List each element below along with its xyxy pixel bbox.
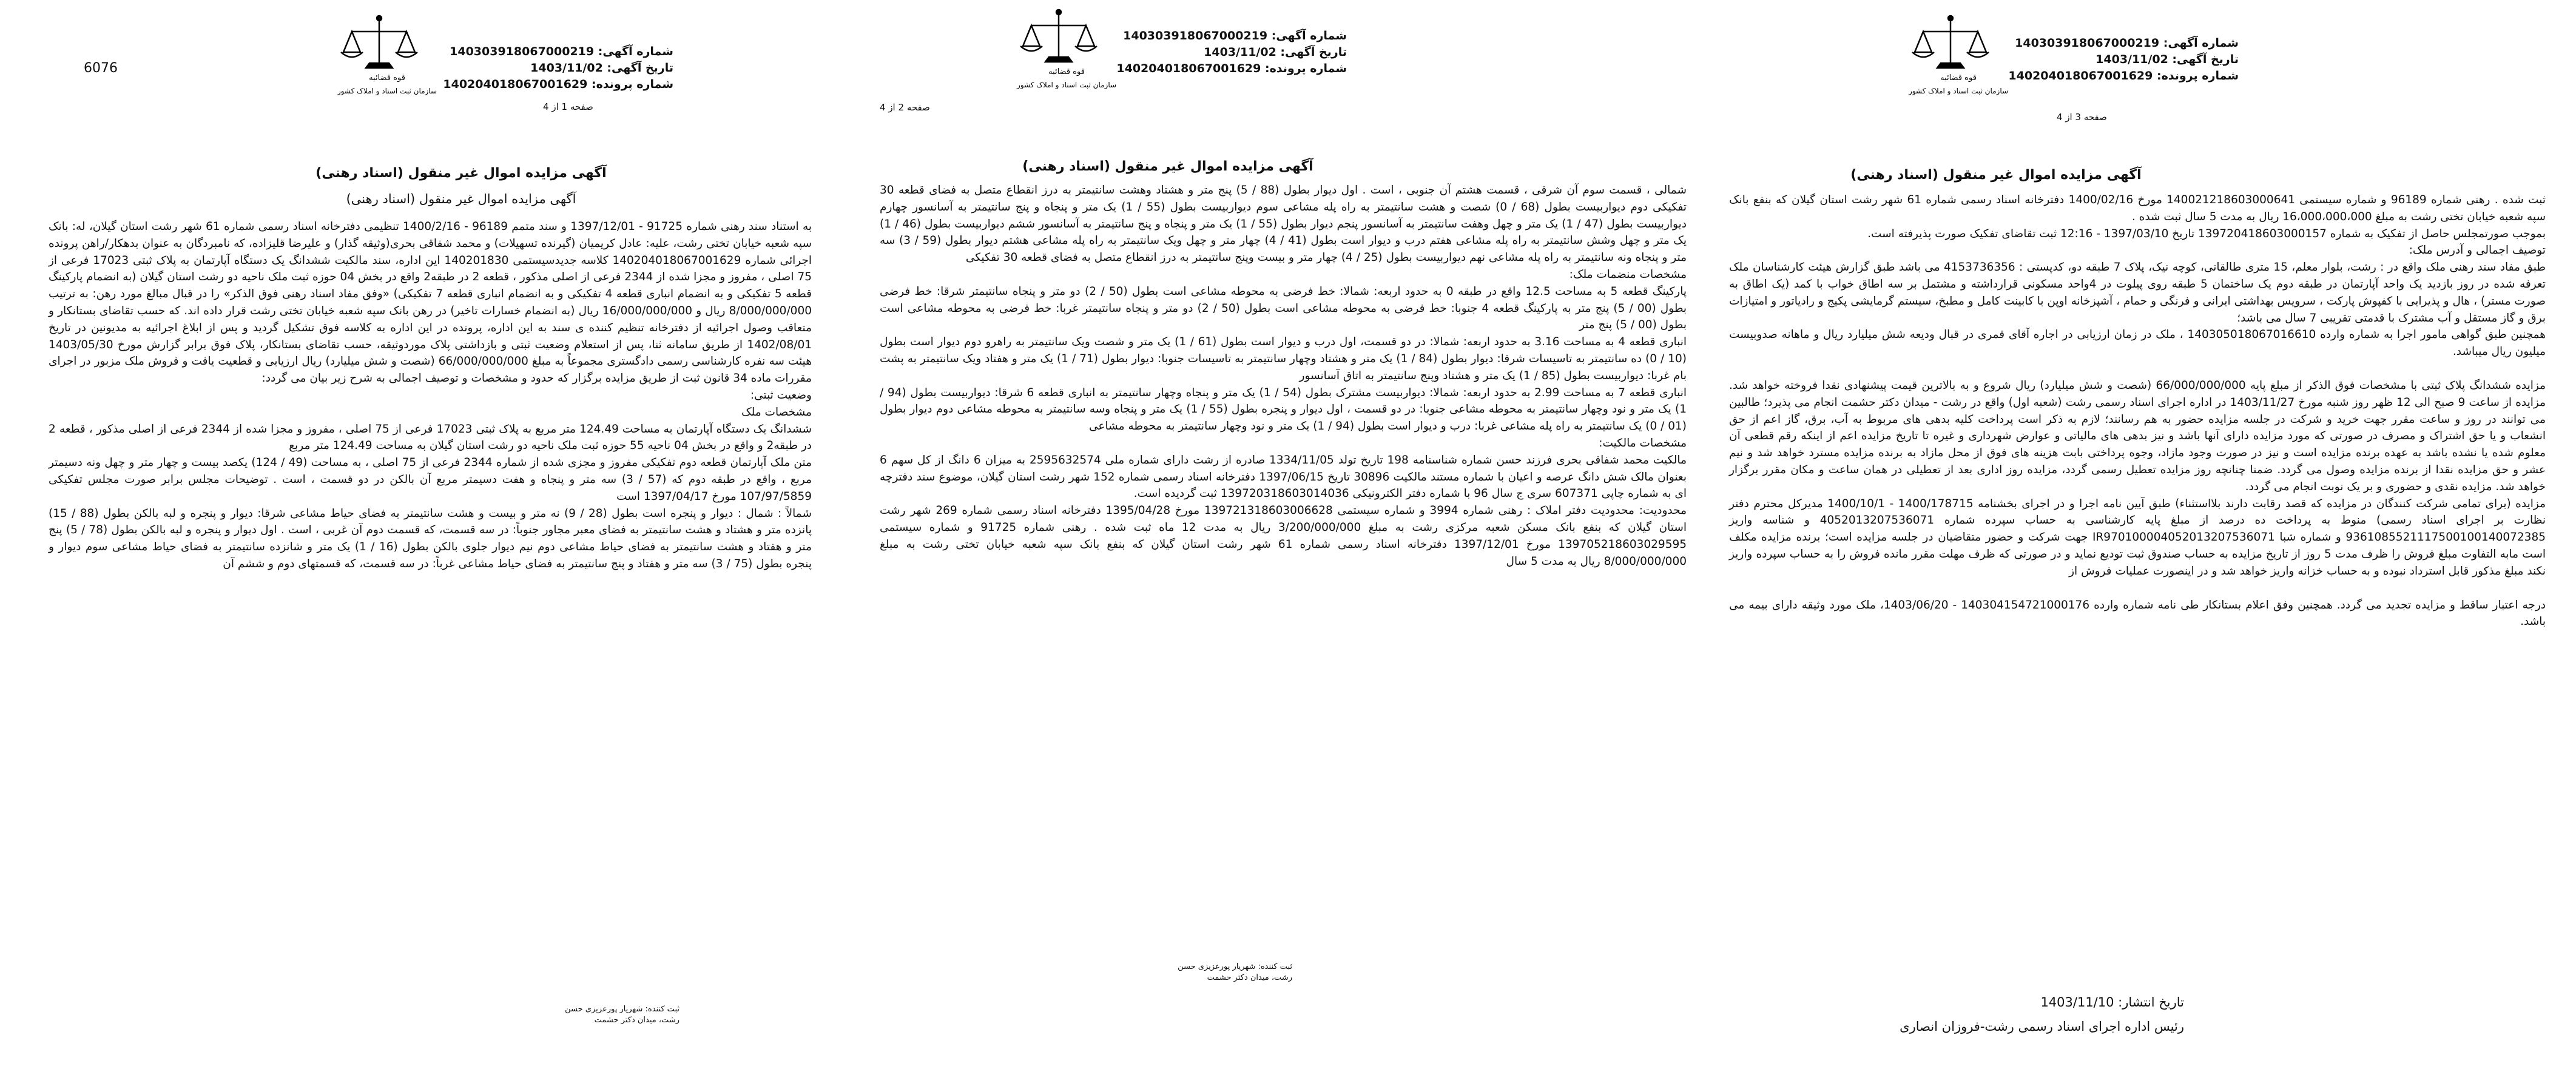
paragraph: ثبت شده . رهنی شماره 96189 و شماره سیستمی 140021218603000641 مورخ 1400/02/16 دفترخانه اسناد رسمی شماره 61 شهر رشت استان گیلان که بنفع بانک سپه شعبه خیابان تختی رشت به مبلغ 16،000،000،000 ریال به مدت 5 سال ثبت شده . <box>1729 194 2546 223</box>
paragraph: مشخصات منضمات ملک: <box>1569 268 1687 281</box>
ad-title: آگهی مزایده اموال غیر منقول (اسناد رهنی) <box>1022 159 1313 174</box>
official-signature: رئیس اداره اجرای اسناد رسمی رشت-فروزان انصاری <box>1900 1019 2184 1034</box>
page-number: صفحه 2 از 4 <box>880 102 930 113</box>
paragraph: مشخصات مالکیت: <box>1599 436 1687 450</box>
judiciary-emblem <box>309 12 449 103</box>
page-number: صفحه 1 از 4 <box>543 101 593 112</box>
org-name: قوه قضائیه <box>1940 73 1977 83</box>
paragraph: انباری قطعه 7 به مساحت 2.99 به حدود اربعه: شمالا: دیواربیست مشترک بطول (54 / 1) یک متر و پنجاه وچهار سانتیمتر به انباری قطعه 6 شرقا: دیواربیست بطول (94 / 1) یک متر و نود وچهار سانتیمتر به محوطه مشاعی جنوبا: در دو قسمت ، اول دیوار و پنجره بطول (55 / 1) یک متر و پنجاه وسه سانتیمتر به محوطه مشاعی دوم دیوار بطول (01 / 0) یک سانتیمتر به راه پله مشاعی غربا: درب و دیوار است بطول (94 / 1) یک متر و نود وچهار سانتیمتر به محوطه مشاعی <box>880 386 1687 433</box>
org-sub: سازمان ثبت اسناد و املاک کشور <box>1016 81 1117 89</box>
paragraph: توصیف اجمالی و آدرس ملک: <box>2409 244 2546 257</box>
ad-meta <box>2008 35 2239 84</box>
page-number: صفحه 3 از 4 <box>2057 112 2107 123</box>
ad-body <box>49 218 812 573</box>
ad-date-row: تاریخ آگهی: 1403/11/02 <box>2096 53 2239 66</box>
paragraph: مالکیت محمد شفاقی بحری فرزند حسن شماره شناسنامه 198 تاریخ تولد 1334/11/05 صادره از رشت دارای شماره ملی 2595632574 به میزان 6 دانگ از کل سهم 6 بعنوان مالک شش دانگ عرصه و اعیان با شماره مستند مالکیت 30896 تاریخ 1397/06/15 دفترخانه اسناد رسمی شماره 152 شهر رشت استان گیلان، موضوع سند دفترچه ای به شماره چاپی 607371 سری ج سال 96 با شماره دفتر الکترونیکی 139720318603014036 ثبت گردیده است. <box>880 453 1687 501</box>
paragraph: وضعیت ثبتی: <box>750 388 812 402</box>
paragraph: درجه اعتبار ساقط و مزایده تجدید می گردد. همچنین وفق اعلام بستانکار طی نامه شماره وارده 140304154721000176 - 1403/06/20، ملک مورد وثیقه دارای بیمه می باشد. <box>1729 598 2546 629</box>
ad-number-row: شماره آگهی: 140303918067000219 <box>2015 36 2239 50</box>
paragraph: انباری قطعه 4 به مساحت 3.16 به حدود اربعه: شمالا: در دو قسمت، اول درب و دیوار است بطول (61 / 1) یک متر و شصت ویک سانتیمتر به راهرو دوم دیوار است بطول (10 / 0) ده سانتیمتر به تاسیسات شرقا: دیوار بطول (84 / 1) یک متر و هشتاد وچهار سانتیمتر به تاسیسات جنوبا: دیوار بطول (71 / 1) یک متر و هفتاد ویک سانتیمتر به پشت بام غربا: دیواربیست بطول (85 / 1) یک متر و هشتاد وپنج سانتیمتر به اتاق آسانسور <box>880 336 1687 382</box>
ad-title: آگهی مزایده اموال غیر منقول (اسناد رهنی) <box>1850 167 2142 183</box>
ad-title: آگهی مزایده اموال غیر منقول (اسناد رهنی) <box>315 166 607 181</box>
ad-date-row: تاریخ آگهی: 1403/11/02 <box>1204 46 1347 59</box>
signature-block: ثبت کننده: شهریار پورعزیزی حسن رشت، میدان دکتر حشمت <box>1178 962 1292 982</box>
paragraph: طبق مفاد سند رهنی ملک واقع در : رشت، بلوار معلم، 15 متری طالقانی، کوچه نیک، پلاک 7 طبقه دو، کدپستی : 4153736356 می باشد طبق گزارش هیئت کارشناسان ملک تعرفه شده در روز بازدید یک واحد آپارتمان در طبقه دوم یک ساختمان 5 طبقه روی پیلوت در 4واحد مسکونی قرارداشته و مشتمل بر سه اطاق خواب با کمد (یک اطاق به صورت مستر) ، هال و پذیرایی با کفپوش پارکت ، سرویس بهداشتی ایرانی و فرنگی و حمام ، آشپزخانه اوپن با کابینت کامل و مطبخ، سیستم گرمایشی پکیج و رادیاتور و امتیازات برق و گاز مستقل و آب مشترک با قدمتی تقریبی 7 سال می باشد؛ <box>1729 261 2546 325</box>
paragraph: مشخصات ملک <box>741 405 812 419</box>
ad-subtitle: آگهی مزایده اموال غیر منقول (اسناد رهنی) <box>346 192 576 206</box>
paragraph: محدودیت: محدودیت دفتر املاک : رهنی شماره 3994 و شماره سیستمی 139721318603006628 مورخ 1395/04/28 دفترخانه اسناد رسمی شماره 269 شهر رشت استان گیلان که بنفع بانک مسکن شعبه مرکزی رشت به مبلغ 3/200/000/000 ریال به مدت 12 ماه ثبت شده . رهنی شماره 91725 و شماره سیستمی 139705218603029595 مورخ 1397/12/01 دفترخانه اسناد رسمی شماره 61 شهر رشت استان گیلان که بنفع بانک سپه شعبه خیابان تختی رشت به مبلغ 8/000/000/000 ریال به مدت 5 سال <box>880 504 1687 568</box>
org-sub: سازمان ثبت اسناد و املاک کشور <box>337 87 437 95</box>
paragraph: ششدانگ یک دستگاه آپارتمان به مساحت 124.49 متر مربع به پلاک ثبتی 17023 فرعی از 75 اصلی ، مفروز و مجزا شده از 2344 فرعی از اصلی مذکور ، قطعه 2 در طبقه2 و واقع در بخش 04 ناحیه 55 حوزه ثبت ملک ناحیه دو رشت استان گیلان به مساحت 124.49 متر مربع <box>49 422 812 453</box>
case-number-row: شماره پرونده: 140204018067001629 <box>443 78 673 91</box>
page-2 <box>858 0 1717 1069</box>
ad-body <box>880 182 1687 570</box>
case-number-row: شماره پرونده: 140204018067001629 <box>1116 62 1347 75</box>
publish-date: تاریخ انتشار: 1403/11/10 <box>2040 995 2184 1010</box>
notice-code: 6076 <box>84 61 118 76</box>
case-number-row: شماره پرونده: 140204018067001629 <box>2008 69 2239 83</box>
paragraph: شمالاً : شمال : دیوار و پنجره است بطول (28 / 9) نه متر و بیست و هشت سانتیمتر به فضای حیاط مشاعی شرقا: دیوار و پنجره و لبه بالکن بطول (88 / 15) پانزده متر و هشتاد و هشت سانتیمتر به فضای معبر مجاور جنوباً: در سه قسمت، که قسمت دوم آن غربی ، است . اول دیوار و پنجره و لبه بالکن بطول (78 / 5) پنج متر و هفتاد و هشت سانتیمتر به فضای حیاط مشاعی دوم نیم دیوار جلوی بالکن بطول (16 / 1) یک متر و شانزده سانتیمتر به فضای حیاط مشاعی سوم دیوار و پنجره بطول (75 / 3) سه متر و هفتاد و پنج سانتیمتر به فضای حیاط مشاعی غرباً: در سه قسمت، که قسمتهای دوم و ششم آن <box>49 507 812 570</box>
judiciary-emblem <box>1881 12 2020 103</box>
org-sub: سازمان ثبت اسناد و املاک کشور <box>1908 87 2009 95</box>
paragraph: مزایده ششدانگ پلاک ثبتی با مشخصات فوق الذکر از مبلغ پایه 66/000/000/000 (شصت و شش میلیارد) ریال شروع و به بالاترین قیمت پیشنهادی نقدا فروخته خواهد شد. مزایده از ساعت 9 صبح الی 12 ظهر روز شنبه مورخ 1403/11/27 در اداره اجرای اسناد رسمی رشت (شعبه اول) واقع در رشت - میدان دکتر حشمت انجام می پذیرد؛ طالبین می توانند در روز و ساعت مقرر جهت خرید و شرکت در جلسه مزایده حضور به هم رسانند؛ لازم به ذکر است پرداخت کلیه بدهی های مربوط به آب، برق، گاز اعم از حق انشعاب و یا حق اشتراک و مصرف در صورتی که مورد مزایده دارای آنها باشد و نیز بدهی های مالیاتی و عوارض شهرداری و غیره تا تاریخ مزایده اعم از اینکه رقم قطعی آن معلوم شده یا نشده باشد به عهده برنده مزایده است و نیز در صورت وجود مازاد، وجوه پرداختی بابت هزینه های فوق از محل مازاد به برنده مزایده مسترد خواهد شد و نیم عشر و حق مزایده نقدا از برنده مزایده وصول می گردد. ضمنا چنانچه روز مزایده تعطیل رسمی گردد، مزایده روز اداری بعد از تعطیلی در همان ساعت و مکان مقرر برگزار خواهد شد. مزایده نقدی و حضوری و بر یک نوبت انجام می گردد. <box>1729 379 2546 493</box>
ad-meta <box>1116 28 1347 77</box>
paragraph: مزایده (برای تمامی شرکت کنندگان در مزایده که قصد رقابت دارند بلااستثناء) طبق آیین نامه اجرا و در اجرای بخشنامه 1400/178715 - 1400/10/1 مدیرکل محترم دفتر نظارت بر اجرای اسناد رسمی) منوط به پرداخت ده درصد از مبلغ پایه کارشناسی به حساب سپرده شماره 4052013207536071 و شناسه واریز 9361085521117500100140072385 و شماره شبا IR970100004052013207536071 جهت شرکت و حضور متقاضیان در جلسه مزایده است؛ برنده مزایده مکلف است مابه التفاوت مبلغ فروش را ظرف مدت 5 روز از تاریخ مزایده به حساب صندوق ثبت تودیع نماید و در صورتی که ظرف مهلت مقرر مانده فروش را به حساب سپرده واریز نکند مبلغ مذکور قابل استرداد نبوده و به حساب خزانه واریز خواهد شد و در اینصورت عملیات فروش از <box>1729 497 2546 578</box>
paragraph: شمالی ، قسمت سوم آن شرقی ، قسمت هشتم آن جنوبی ، است . اول دیوار بطول (88 / 5) پنج متر و هشتاد وهشت سانتیمتر به درز انقطاع متصل به فضای قطعه 30 تفکیکی دوم دیواربیست بطول (68 / 0) شصت و هشت سانتیمتر به راه پله مشاعی سوم دیواربیست بطول (55 / 1) یک متر و پنجاه و پنج سانتیمتر به آسانسور چهارم دیواربیست بطول (47 / 1) یک متر و چهل وهفت سانتیمتر به آسانسور پنجم دیوار بطول (55 / 1) یک متر و پنجاه و پنج سانتیمتر به آسانسور ششم دیواربیست بطول (46 / 1) یک متر و چهل وشش سانتیمتر به راه پله مشاعی هفتم درب و دیوار است بطول (41 / 4) چهار متر و چهل ویک سانتیمتر به راه پله مشاعی هشتم دیوار بطول (59 / 3) سه متر و پنجاه ونه سانتیمتر به راه پله مشاعی نهم دیواربیست بطول (25 / 4) چهار متر و بیست وپنج سانتیمتر به درز انقطاع متصل به فضای قطعه 30 تفکیکی <box>880 184 1687 265</box>
org-name: قوه قضائیه <box>1048 67 1085 76</box>
ad-number-row: شماره آگهی: 140303918067000219 <box>450 45 673 58</box>
scales-of-justice-icon <box>1881 12 2020 103</box>
paragraph: به استناد سند رهنی شماره 91725 - 1397/12/01 و سند متمم 96189 - 1400/2/16 تنظیمی دفترخانه اسناد رسمی شماره 61 شهر رشت استان گیلان، له: بانک سپه شعبه خیابان تختی رشت، علیه: عادل کریمیان (گیرنده تسهیلات) و محمد شفاقی بحری(وثیقه گذار) و علیرضا قلیزاده، که نامبردگان به عنوان بدهکار/راهن پرونده اجرائی شماره 140204018067001629 کلاسه جدیدسیستمی 140201830 این اداره، سند مالکیت ششدانگ یک دستگاه آپارتمان به پلاک ثبتی 17023 فرعی از 75 اصلی ، مفروز و مجزا شده از 2344 فرعی از اصلی مذکور ، قطعه 2 در طبقه2 واقع در بخش 04 حوزه ثبت ملک ناحیه دو رشت استان گیلان (به انضمام پارکینگ قطعه 5 تفکیکی و به انضمام انباری قطعه 4 تفکیکی و به انضمام انباری قطعه 7 تفکیکی) «وفق مفاد اسناد رهنی فوق الذکر» را در قبال مبالغ مورد رهن: به ترتیب 8/000/000/000 ریال و 16/000/000/000 ریال (به انضمام خسارات تاخیر) در رهن بانک سپه شعبه خیابان تختی رشت قرار داده اند. که حسب تقاضای بستانکار و متعاقب وصول اجرائیه از دفترخانه تنظیم کننده ی سند به این اداره، پرونده در این اداره به کلاسه فوق تشکیل گردید و پس از ابلاغ اجرائیه به مدیونین در تاریخ 1402/08/01 از طریق سامانه ثنا، پس از استعلام وضعیت ثبتی و بازداشتی پلاک موردوثیقه، حسب تقاضای بستانکار، پلاک فوق برابر گزارش مورخ 1403/05/30 هیئت سه نفره کارشناسی رسمی دادگستری مجموعاً به مبلغ 66/000/000/000 (شصت و شش میلیارد) ریال ارزیابی و قطعیت یافت و فروش ملک مزبور در اجرای مقررات ماده 34 قانون ثبت از طریق مزایده برگزار که حدود و مشخصات و توصیف اجمالی به شرح زیر بیان می گردد: <box>49 220 812 385</box>
ad-body <box>1729 192 2546 630</box>
page-3 <box>1717 0 2576 1069</box>
scales-of-justice-icon <box>989 6 1128 97</box>
judiciary-emblem <box>989 6 1128 97</box>
paragraph: متن ملک آپارتمان قطعه دوم تفکیکی مفروز و مجزی شده از شماره 2344 فرعی از 75 اصلی ، به مساحت (49 / 124) یکصد بیست و چهار متر و چهل ونه دسیمتر مربع ، واقع در طبقه دوم که (57 / 3) سه متر و پنجاه و هفت دسیمتر مربع آن بالکن در دو قسمت ، است . توضیحات مجلس برابر صورت مجلس تفکیکی 107/97/5859 مورخ 1397/04/17 است <box>49 456 812 503</box>
paragraph: پارکینگ قطعه 5 به مساحت 12.5 واقع در طبقه 0 به حدود اربعه: شمالا: خط فرضی به محوطه مشاعی است بطول (50 / 2) دو متر و پنجاه سانتیمتر شرقا: خط فرضی بطول (00 / 5) پنج متر به پارکینگ قطعه 4 جنوبا: خط فرضی به محوطه مشاعی است بطول (50 / 2) دو متر و پنجاه سانتیمتر غربا: خط فرضی به محوطه مشاعی است بطول (00 / 5) پنج متر <box>880 285 1687 332</box>
paragraph: همچنین طبق گواهی مامور اجرا به شماره وارده 140305018067016610 ، ملک در زمان ارزیابی در اجاره آقای قمری در قبال ودیعه شش میلیارد ریال و ماهانه صدوبیست میلیون ریال میباشد. <box>1729 328 2546 359</box>
page-1 <box>0 0 858 1069</box>
ad-date-row: تاریخ آگهی: 1403/11/02 <box>530 61 673 75</box>
ad-meta <box>443 44 673 93</box>
signature-block: ثبت کننده: شهریار پورعزیزی حسن رشت، میدان دکتر حشمت <box>565 1005 679 1025</box>
scales-of-justice-icon <box>309 12 449 103</box>
ad-number-row: شماره آگهی: 140303918067000219 <box>1123 29 1347 42</box>
paragraph: بموجب صورتمجلس حاصل از تفکیک به شماره 139720418603000157 تاریخ 1397/03/10 - 12:16 ثبت تقاضای تفکیک صورت پذیرفته است. <box>1867 227 2546 240</box>
org-name: قوه قضائیه <box>369 73 405 83</box>
